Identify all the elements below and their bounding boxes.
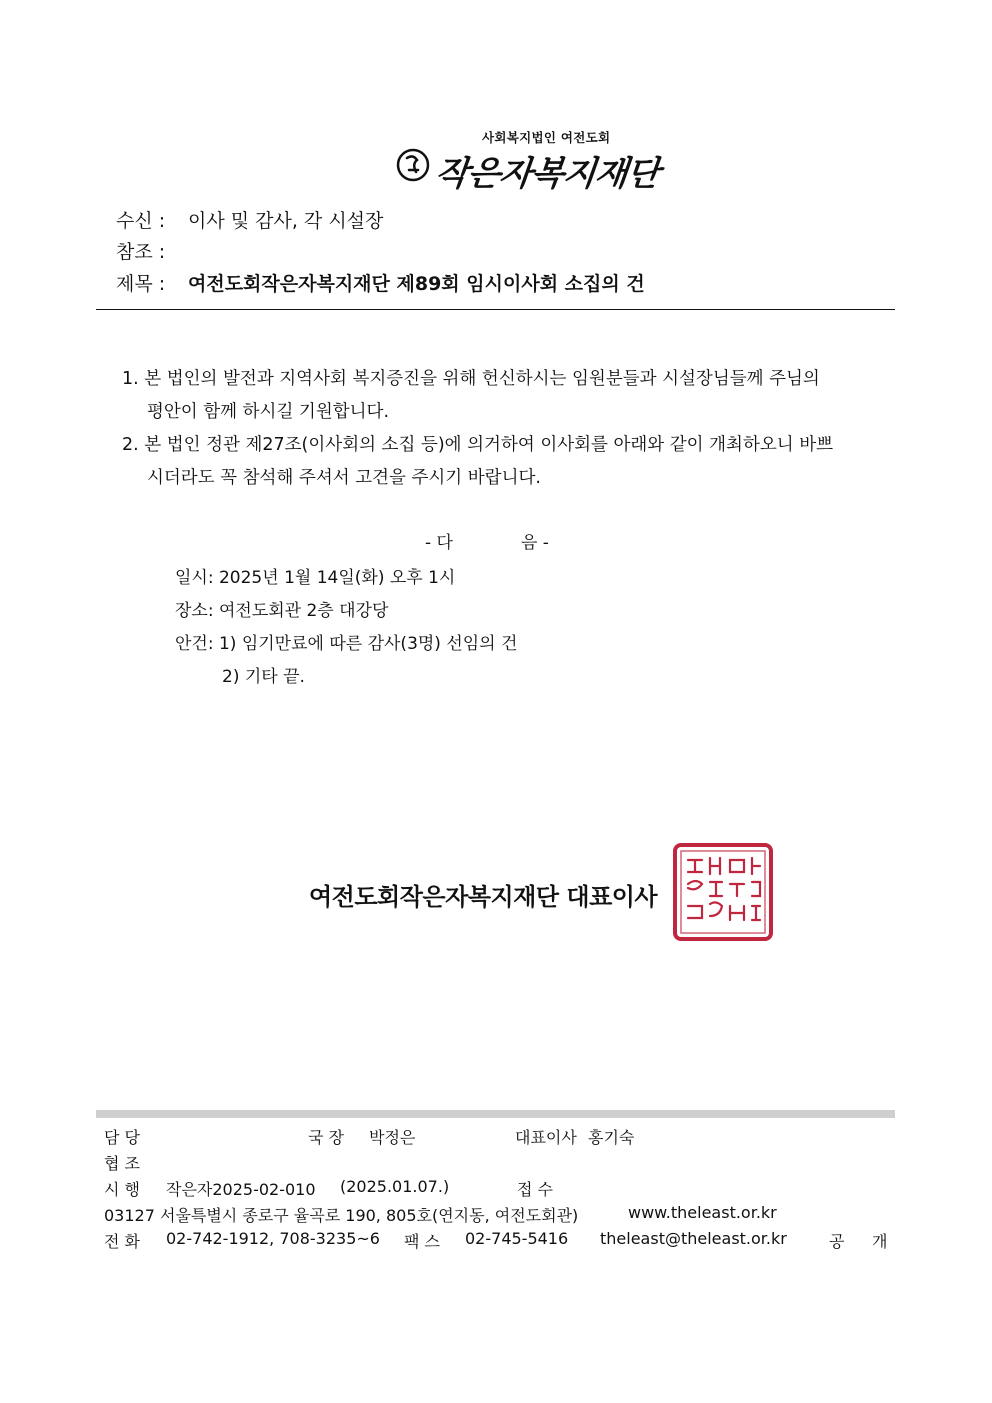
logo-emblem-icon [396,148,430,182]
signatory-org: 여전도회작은자복지재단 대표이사 [309,883,658,911]
website-link[interactable]: www.theleast.or.kr [628,1203,777,1222]
logo-name: 작은자복지재단 [433,154,661,194]
divider-right: 음 - [520,533,549,553]
enforce-number: 작은자2025-02-010 [166,1180,316,1199]
fax-label: 팩 스 [404,1232,440,1251]
divider-left: - 다 [425,533,453,553]
agenda-line1: 안건: 1) 임기만료에 따른 감사(3명) 선임의 건 [175,634,518,654]
reference-label: 참조 : [116,241,166,263]
recipient-label: 수신 : [116,210,166,232]
enforce-label: 시 행 [104,1180,140,1199]
address: 03127 서울특별시 종로구 율곡로 190, 805호(연지동, 여전도회관) [104,1206,579,1225]
director-label: 국 장 [308,1128,344,1147]
agenda-line2: 2) 기타 끝. [222,667,305,687]
manager-label: 담 당 [104,1128,140,1147]
meeting-date: 일시: 2025년 1월 14일(화) 오후 1시 [175,568,456,588]
receive-label: 접 수 [517,1180,553,1199]
subject-label: 제목 : [116,273,166,295]
public-label-1: 공 [829,1232,845,1251]
reference-row [116,237,188,264]
recipient-row [116,206,383,233]
director-name: 박정은 [369,1128,416,1147]
seal-stamp-icon [672,842,774,942]
coop-label: 협 조 [104,1154,140,1173]
logo-subtitle: 사회복지법인 여전도회 [482,130,611,145]
enforce-date: (2025.01.07.) [340,1177,450,1196]
fax-number: 02-745-5416 [465,1229,569,1248]
recipient-value: 이사 및 감사, 각 시설장 [188,210,384,232]
foundation-logo [396,122,661,204]
official-seal [672,842,774,942]
header-rule [96,309,895,310]
subject-value: 여전도회작은자복지재단 제89회 임시이사회 소집의 건 [188,273,645,295]
public-label-2: 개 [872,1232,888,1251]
notice-divider [425,528,549,553]
phone-number: 02-742-1912, 708-3235~6 [166,1229,380,1248]
email-link[interactable]: theleast@theleast.or.kr [600,1229,787,1248]
footer-bar [96,1110,895,1118]
item2-line2: 시더라도 꼭 참석해 주셔서 고견을 주시기 바랍니다. [147,468,541,488]
ceo-name: 홍기숙 [588,1128,635,1147]
item1-line2: 평안이 함께 하시길 기원합니다. [147,402,390,422]
item1-line1: 1. 본 법인의 발전과 지역사회 복지증진을 위해 헌신하시는 임원분들과 시설장님들께 주님의 [122,369,820,389]
ceo-label: 대표이사 [515,1128,577,1147]
subject-row [116,269,645,296]
phone-label: 전 화 [104,1232,140,1251]
item2-line1: 2. 본 법인 정관 제27조(이사회의 소집 등)에 의거하여 이사회를 아래와 같이 개최하오니 바쁘 [122,435,834,455]
meeting-place: 장소: 여전도회관 2층 대강당 [175,601,389,621]
